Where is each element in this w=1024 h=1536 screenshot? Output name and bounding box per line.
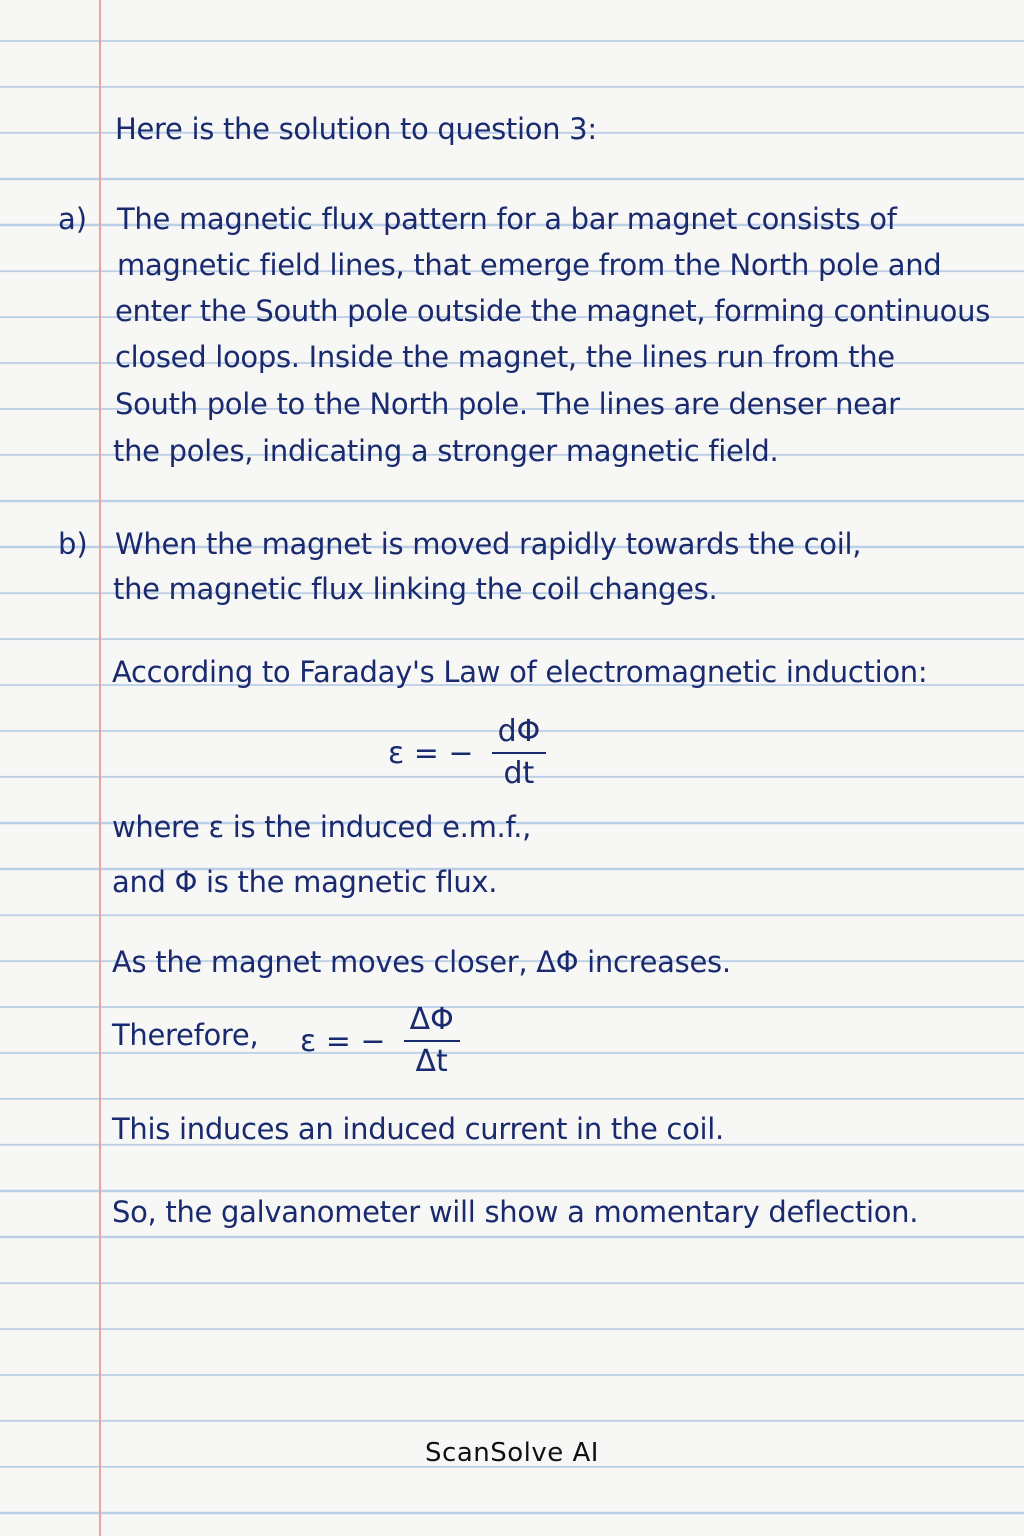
- part-a-line: magnetic field lines, that emerge from the North pole and: [117, 248, 942, 282]
- induced-current-line: This induces an induced current in the coil.: [112, 1112, 724, 1146]
- delta-equation: [300, 1002, 460, 1080]
- equation-lhs: ε = −: [300, 1023, 386, 1059]
- intro-line: Here is the solution to question 3:: [115, 112, 597, 146]
- footer-brand: ScanSolve AI: [425, 1438, 599, 1468]
- equation-numerator: ΔΦ: [404, 1002, 460, 1042]
- where-line: where ε is the induced e.m.f.,: [112, 810, 532, 844]
- faraday-equation: [388, 714, 546, 792]
- equation-numerator: dΦ: [492, 714, 547, 754]
- part-a-line: The magnetic flux pattern for a bar magnet consists of: [117, 202, 897, 236]
- part-a-line: closed loops. Inside the magnet, the lines run from the: [115, 340, 895, 374]
- flux-increase-line: As the magnet moves closer, ΔΦ increases.: [112, 945, 731, 979]
- therefore-label: Therefore,: [112, 1018, 259, 1052]
- part-a-line: South pole to the North pole. The lines are denser near: [115, 387, 900, 421]
- faraday-law-intro: According to Faraday's Law of electromagnetic induction:: [112, 655, 928, 689]
- equation-denominator: dt: [503, 756, 535, 791]
- part-b-line: When the magnet is moved rapidly towards the coil,: [115, 527, 862, 561]
- where-line: and Φ is the magnetic flux.: [112, 865, 498, 899]
- equation-denominator: Δt: [415, 1044, 448, 1079]
- conclusion-line: So, the galvanometer will show a momentary deflection.: [112, 1195, 919, 1229]
- part-b-line: the magnetic flux linking the coil changes.: [113, 572, 718, 606]
- part-a-line: the poles, indicating a stronger magnetic field.: [113, 434, 779, 468]
- part-a-label: a): [58, 202, 88, 236]
- margin-line: [99, 0, 101, 1536]
- part-b-label: b): [58, 527, 88, 561]
- part-a-line: enter the South pole outside the magnet, forming continuous: [115, 294, 991, 328]
- equation-lhs: ε = −: [388, 735, 474, 771]
